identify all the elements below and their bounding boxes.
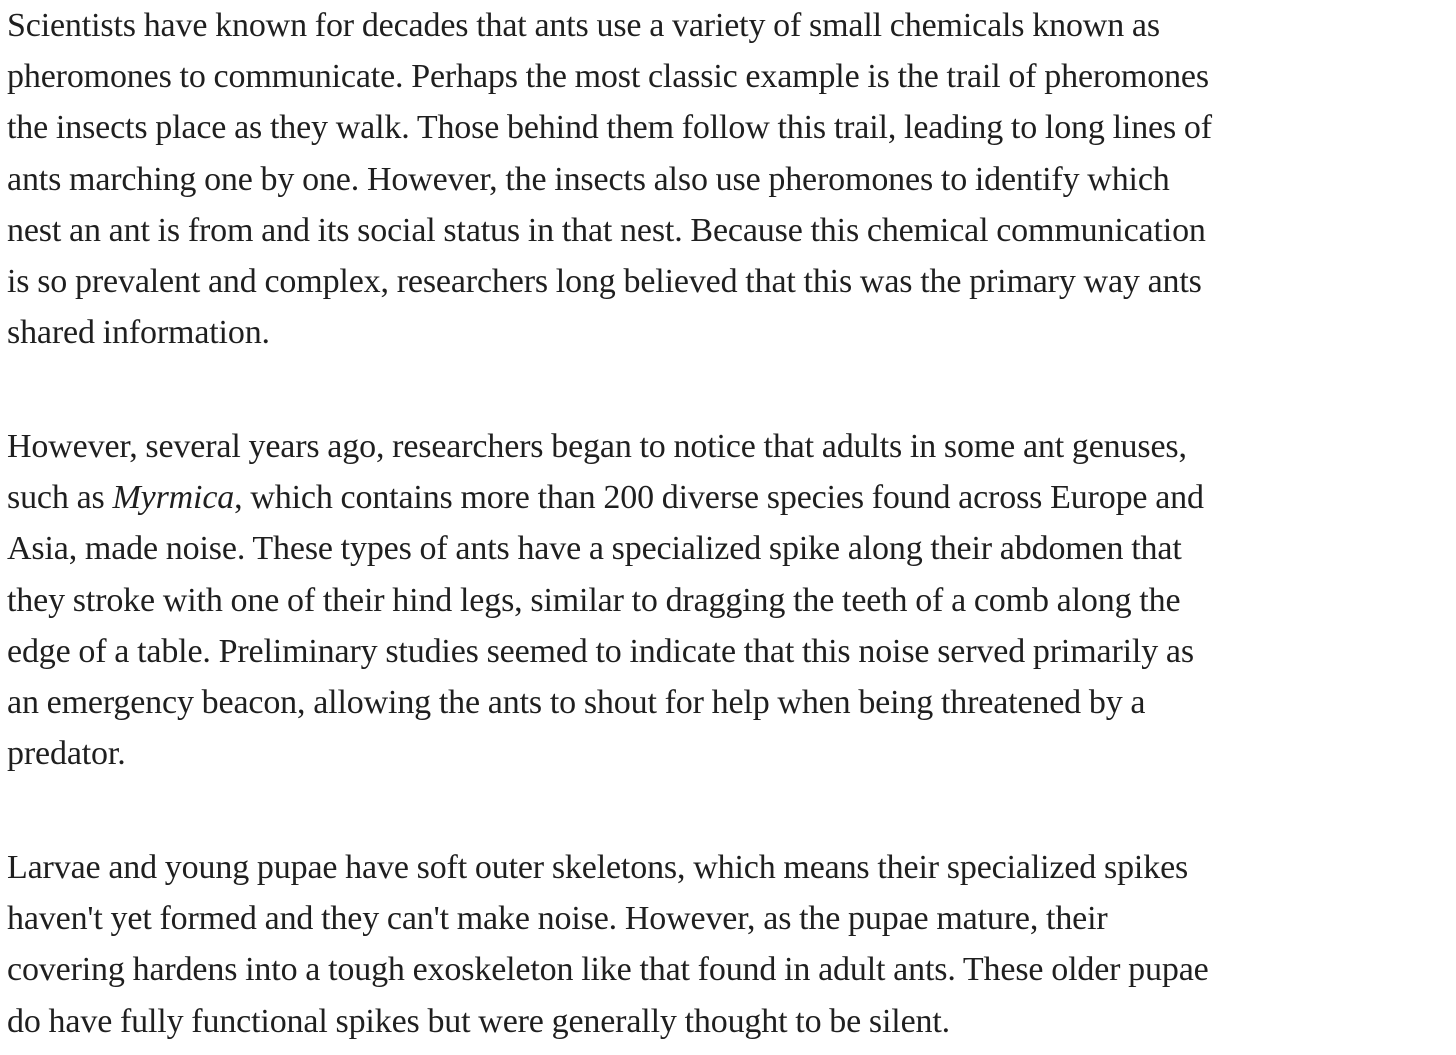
text-line: nest an ant is from and its social status in that nest. Because this chemical communication: [7, 211, 1206, 249]
text-fragment: such as: [7, 479, 113, 517]
text-line: haven't yet formed and they can't make noise. However, as the pupae mature, their: [7, 900, 1108, 938]
text-line: covering hardens into a tough exoskeleton like that found in adult ants. These older pupae: [7, 951, 1209, 989]
paragraph-pupae: [7, 842, 1439, 1047]
text-line: shared information.: [7, 314, 270, 352]
text-line: do have fully functional spikes but were generally thought to be silent.: [7, 1002, 951, 1040]
text-line: Asia, made noise. These types of ants have a specialized spike along their abdomen that: [7, 530, 1182, 568]
text-line: the insects place as they walk. Those behind them follow this trail, leading to long lines of: [7, 109, 1212, 147]
text-line: they stroke with one of their hind legs, similar to dragging the teeth of a comb along the: [7, 581, 1181, 619]
paragraph-pheromones: [7, 0, 1439, 358]
text-line: Scientists have known for decades that ants use a variety of small chemicals known as: [7, 7, 1160, 44]
paragraph-ant-noise: [7, 421, 1439, 779]
text-line: edge of a table. Preliminary studies seemed to indicate that this noise served primarily as: [7, 632, 1194, 670]
text-line: predator.: [7, 735, 126, 773]
genus-name-italic: Myrmica: [112, 479, 235, 517]
text-line: Larvae and young pupae have soft outer skeletons, which means their specialized spikes: [7, 849, 1189, 886]
text-line: ants marching one by one. However, the insects also use pheromones to identify which: [7, 160, 1170, 198]
text-line: is so prevalent and complex, researchers long believed that this was the primary way ants: [7, 263, 1202, 301]
text-line: an emergency beacon, allowing the ants to shout for help when being threatened by a: [7, 684, 1146, 722]
text-line: pheromones to communicate. Perhaps the most classic example is the trail of pheromones: [7, 58, 1209, 96]
text-fragment: , which contains more than 200 diverse species found across Europe and: [234, 479, 1204, 517]
text-line-with-genus: [7, 472, 1439, 523]
text-line: However, several years ago, researchers began to notice that adults in some ant genuses,: [7, 428, 1187, 465]
